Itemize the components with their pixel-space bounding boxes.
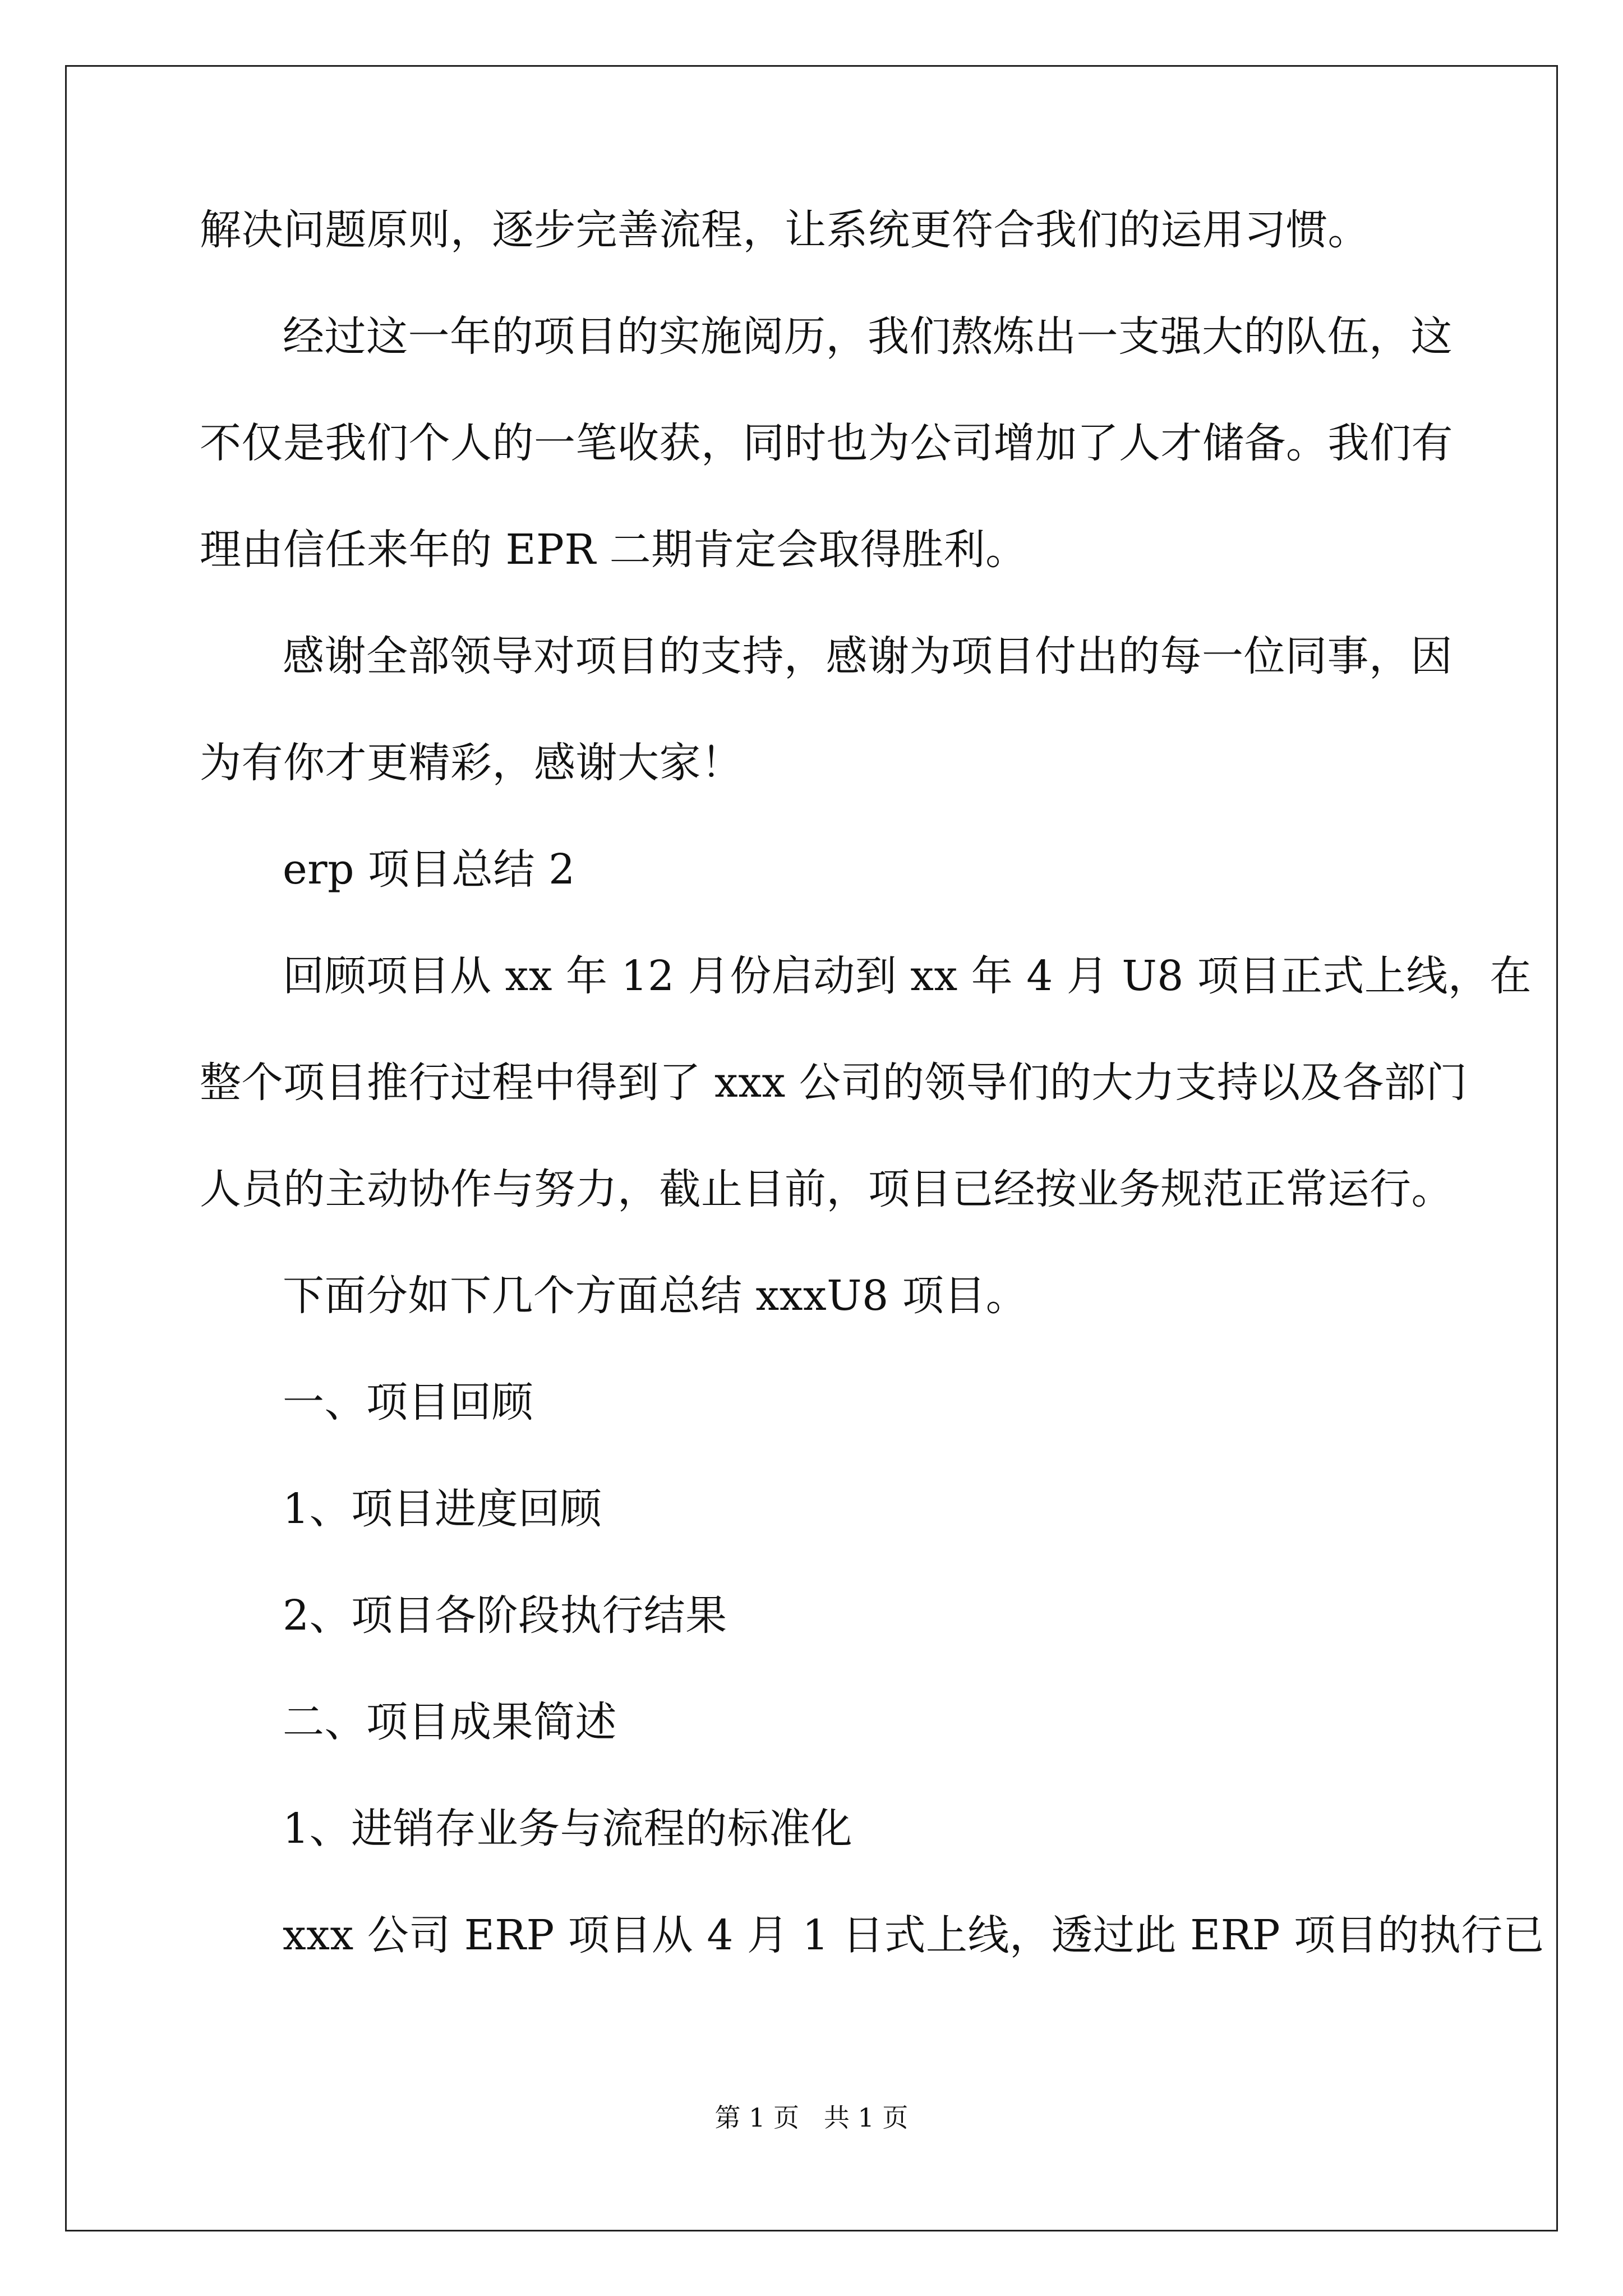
section-heading: 二、项目成果简述 bbox=[283, 1698, 617, 1746]
page-footer: 第 1 页 共 1 页 bbox=[714, 2102, 909, 2133]
subsection-heading: 2、项目各阶段执行结果 bbox=[283, 1591, 727, 1640]
paragraph-line: 下面分如下几个方面总结 xxxU8 项目。 bbox=[283, 1272, 1028, 1320]
paragraph-line: 感谢全部领导对项目的支持，感谢为项目付出的每一位同事，因 bbox=[283, 632, 1453, 680]
paragraph-line: 人员的主动协作与努力，截止目前，项目已经按业务规范正常运行。 bbox=[200, 1165, 1453, 1213]
paragraph-line: xxx 公司 ERP 项目从 4 月 1 日式上线，透过此 ERP 项目的执行已 bbox=[283, 1911, 1545, 1959]
paragraph-line: 不仅是我们个人的一笔收获，同时也为公司增加了人才储备。我们有 bbox=[200, 419, 1453, 467]
paragraph-line: 回顾项目从 xx 年 12 月份启动到 xx 年 4 月 U8 项目正式上线，在 bbox=[283, 952, 1532, 1000]
section-heading: erp 项目总结 2 bbox=[283, 845, 575, 894]
subsection-heading: 1、项目进度回顾 bbox=[283, 1485, 602, 1533]
paragraph-line: 解决问题原则，逐步完善流程，让系统更符合我们的运用习惯。 bbox=[200, 206, 1370, 254]
paragraph-line: 理由信任来年的 EPR 二期肯定会取得胜利。 bbox=[200, 526, 1027, 574]
paragraph-line: 整个项目推行过程中得到了 xxx 公司的领导们的大力支持以及各部门 bbox=[200, 1059, 1468, 1107]
paragraph-line: 经过这一年的项目的实施阅历，我们熬炼出一支强大的队伍，这 bbox=[283, 312, 1453, 361]
paragraph-line: 为有你才更精彩，感谢大家！ bbox=[200, 739, 743, 787]
section-heading: 一、项目回顾 bbox=[283, 1378, 533, 1427]
subsection-heading: 1、进销存业务与流程的标准化 bbox=[283, 1805, 853, 1853]
page-border bbox=[65, 65, 1558, 2231]
